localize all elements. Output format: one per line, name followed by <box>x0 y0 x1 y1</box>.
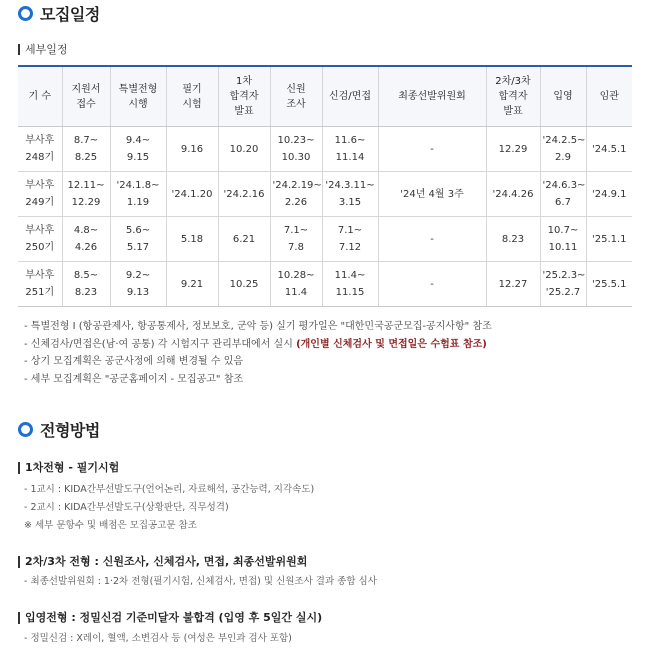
table-cell: '24.1.8~ 1.19 <box>110 172 166 217</box>
header-cell: 지원서 접수 <box>62 66 110 127</box>
table-cell: '25.5.1 <box>586 262 632 307</box>
table-cell: '24.2.16 <box>218 172 270 217</box>
table-cell: 9.21 <box>166 262 218 307</box>
table-row <box>18 172 632 217</box>
circle-bullet-icon <box>18 422 33 437</box>
schedule-notes <box>24 318 492 388</box>
table-cell: 9.4~ 9.15 <box>110 127 166 172</box>
table-cell: 11.4~ 11.15 <box>322 262 378 307</box>
method-line: - 최종선발위원회 : 1·2차 전형(필기시험, 신체검사, 면접) 및 신원조사 결과 종합 심사 <box>24 576 377 587</box>
table-cell: 11.6~ 11.14 <box>322 127 378 172</box>
table-cell: 부사후 250기 <box>18 217 62 262</box>
table-cell: '24.5.1 <box>586 127 632 172</box>
table-cell: '24.2.5~ 2.9 <box>540 127 586 172</box>
note-line <box>24 336 492 354</box>
note-line: - 세부 모집계획은 "공군홈페이지 - 모집공고" 참조 <box>24 373 244 385</box>
header-cell: 최종선발위원회 <box>378 66 486 127</box>
circle-bullet-icon <box>18 6 33 21</box>
table-cell: 부사후 251기 <box>18 262 62 307</box>
table-cell: '25.1.1 <box>586 217 632 262</box>
table-cell: 5.18 <box>166 217 218 262</box>
schedule-table <box>18 65 632 307</box>
table-cell: - <box>378 262 486 307</box>
table-cell: 10.25 <box>218 262 270 307</box>
header-cell: 입영 <box>540 66 586 127</box>
table-cell: 8.7~ 8.25 <box>62 127 110 172</box>
table-cell: 8.5~ 8.23 <box>62 262 110 307</box>
table-cell: 12.11~ 12.29 <box>62 172 110 217</box>
header-cell: 1차 합격자 발표 <box>218 66 270 127</box>
table-cell: 부사후 249기 <box>18 172 62 217</box>
table-cell: 8.23 <box>486 217 540 262</box>
table-cell: 7.1~ 7.12 <box>322 217 378 262</box>
method-heading-2: 2차/3차 전형 : 신원조사, 신체검사, 면접, 최종선발위원회 <box>18 556 307 568</box>
detail-schedule-subtitle: 세부일정 <box>18 44 68 55</box>
method-line: - 정밀신검 : X레이, 혈액, 소변검사 등 (여성은 부인과 검사 포함) <box>24 633 292 644</box>
table-row <box>18 217 632 262</box>
header-cell: 특별전형 시행 <box>110 66 166 127</box>
section-method-title: 전형방법 <box>18 418 100 441</box>
note-line: - 상기 모집계획은 공군사정에 의해 변경될 수 있음 <box>24 356 244 367</box>
table-cell: '24.3.11~ 3.15 <box>322 172 378 217</box>
table-cell: 7.1~ 7.8 <box>270 217 322 262</box>
table-cell: '24.1.20 <box>166 172 218 217</box>
table-cell: 12.29 <box>486 127 540 172</box>
table-cell: 4.8~ 4.26 <box>62 217 110 262</box>
table-cell: '25.2.3~ '25.2.7 <box>540 262 586 307</box>
table-cell: '24.9.1 <box>586 172 632 217</box>
table-cell: '24.4.26 <box>486 172 540 217</box>
header-cell: 신검/면접 <box>322 66 378 127</box>
header-cell: 신원 조사 <box>270 66 322 127</box>
table-cell: 9.16 <box>166 127 218 172</box>
method-line: - 1교시 : KIDA간부선발도구(언어논리, 자료해석, 공간능력, 지각속도) <box>24 484 315 495</box>
header-cell: 임관 <box>586 66 632 127</box>
header-cell: 기 수 <box>18 66 62 127</box>
note-text: - 신체검사/면접은(남·여 공통) 각 시험지구 관리부대에서 실시 <box>24 338 297 350</box>
method-line: - 2교시 : KIDA간부선발도구(상황판단, 직무성격) <box>24 502 229 513</box>
note-line: - 특별전형 I (항공관제사, 항공통제사, 정보보호, 군악 등) 실기 평가일은 "대한민국공군모집-공지사항" 참조 <box>24 321 492 332</box>
table-row <box>18 262 632 307</box>
header-cell: 필기 시험 <box>166 66 218 127</box>
table-cell: - <box>378 127 486 172</box>
table-header-row <box>18 66 632 127</box>
table-cell: 부사후 248기 <box>18 127 62 172</box>
method-line: ※ 세부 문항수 및 배점은 모집공고문 참조 <box>24 520 197 531</box>
table-cell: '24년 4월 3주 <box>378 172 486 217</box>
header-cell: 2차/3차 합격자 발표 <box>486 66 540 127</box>
table-cell: 6.21 <box>218 217 270 262</box>
table-cell: 5.6~ 5.17 <box>110 217 166 262</box>
method-heading-3: 입영전형 : 정밀신검 기준미달자 불합격 (입영 후 5일간 실시) <box>18 612 322 624</box>
method-heading-1: 1차전형 - 필기시험 <box>18 462 119 474</box>
table-cell: 10.23~ 10.30 <box>270 127 322 172</box>
table-cell: '24.6.3~ 6.7 <box>540 172 586 217</box>
table-cell: - <box>378 217 486 262</box>
note-highlight: (개인별 신체검사 및 면접일은 수험표 참조) <box>296 338 487 350</box>
table-row <box>18 127 632 172</box>
table-cell: 10.28~ 11.4 <box>270 262 322 307</box>
table-cell: 10.7~ 10.11 <box>540 217 586 262</box>
table-cell: 9.2~ 9.13 <box>110 262 166 307</box>
table-cell: 10.20 <box>218 127 270 172</box>
table-cell: '24.2.19~ 2.26 <box>270 172 322 217</box>
table-cell: 12.27 <box>486 262 540 307</box>
section-schedule-title: 모집일정 <box>18 2 100 25</box>
